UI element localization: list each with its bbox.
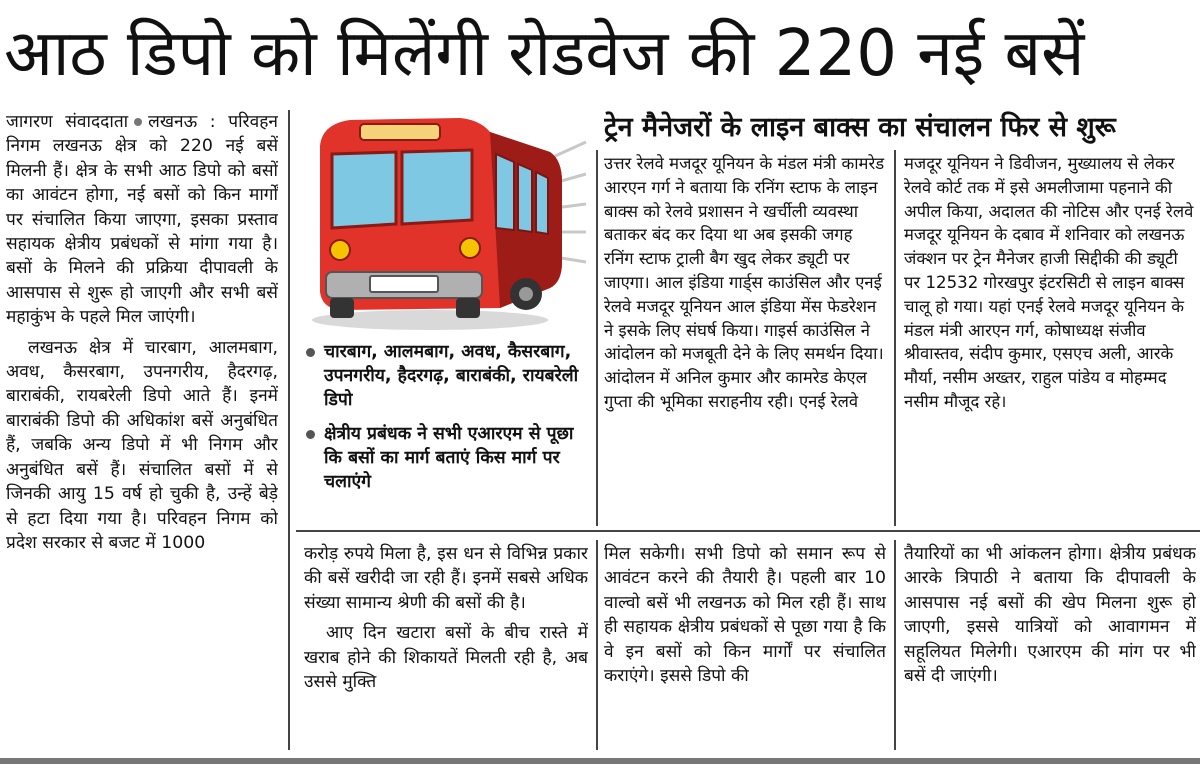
bullet-dot-icon <box>134 118 142 126</box>
highlight-bullets <box>304 340 594 520</box>
left-paragraph-2: लखनऊ क्षेत्र में चारबाग, आलमबाग, अवध, कैसरबाग, उपनगरीय, हैदरगढ़, बाराबंकी, रायबरेली डिपो आते हैं। इनमें बाराबंकी डिपो की अधिकांश बसें अनुबंधित हैं, जबकि अन्य डिपो में भी निगम और अनुबंधित बसें हैं। संचालित बसों में से जिनकी आयु 15 वर्ष हो चुकी है, उन्हें बेड़े से हटा दिया गया है। परिवहन निगम को प्रदेश सरकार से बजट में 1000 <box>6 337 278 553</box>
highlight-item: क्षेत्रीय प्रबंधक ने सभी एआरएम से पूछा कि बसों का मार्ग बताएं किस मार्ग पर चलाएंगे <box>304 422 594 494</box>
column-divider <box>894 150 896 526</box>
second-story-column-1: उत्तर रेलवे मजदूर यूनियन के मंडल मंत्री कामरेड आरएन गर्ग ने बताया कि रनिंग स्टाफ के लाइन बाक्स को रेलवे प्रशासन ने खर्चीली व्यवस्था बताकर बंद कर दिया था अब इसकी जगह रनिंग स्टाफ ट्राली बैग खुद लेकर ड्यूटी पर जाएगा। आल इंडिया गार्ड्स काउंसिल और एनई रेलवे मजदूर यूनियन आल इंडिया मेंस फेडरेशन ने इसके लिए संघर्ष किया। गाइर्स काउंसिल ने आंदोलन को मजबूती देने के लिए समर्थन दिया। आंदोलन में अनिल कुमार और कामरेड केएल गुप्ता की भूमिका सराहनीय रही। एनई रेलवे <box>604 154 885 411</box>
bottom-paragraph: आए दिन खटारा बसों के बीच रास्ते में खराब होने की शिकायतें मिलती रही है, अब उससे मुक्ति <box>304 623 588 693</box>
bottom-column-1 <box>304 542 588 750</box>
byline <box>6 110 278 330</box>
bottom-column-2: मिल सकेगी। सभी डिपो को समान रूप से आवंटन करने की तैयारी है। पहली बार 10 वाल्वो बसें भी लखनऊ को मिल रही हैं। साथ ही सहायक क्षेत्रीय प्रबंधकों से पूछा गया है कि वे इन बसों को किन मार्गों पर संचालित कराएंगे। इससे डिपो की <box>604 544 886 687</box>
byline-reporter: जागरण संवाददाता <box>6 112 129 132</box>
column-divider <box>288 110 290 750</box>
column-divider <box>894 540 896 750</box>
left-column <box>6 110 278 746</box>
column-divider <box>596 150 598 526</box>
highlight-item: चारबाग, आलमबाग, अवध, कैसरबाग, उपनगरीय, हैदरगढ़, बाराबंकी, रायबरेली डिपो <box>304 340 594 412</box>
byline-place: लखनऊ : <box>148 112 216 132</box>
bottom-paragraph: करोड़ रुपये मिला है, इस धन से विभिन्न प्रकार की बसें खरीदी जा रही हैं। इनमें सबसे अधिक संख्या सामान्य श्रेणी की बसों की है। <box>304 544 588 613</box>
second-story-column-2: मजदूर यूनियन ने डिवीजन, मुख्यालय से लेकर रेलवे कोर्ट तक में इसे अमलीजामा पहनाने की अपील किया, अदालत की नोटिस और एनई रेलवे मजदूर यूनियन के दबाव में शनिवार को लखनऊ जंक्शन पर ट्रेन मैनेजर हाजी सिद्दीकी की ड्यूटी पर 12532 गोरखपुर इंटरसिटी से लाइन बाक्स चालू हो गया। यहां एनई रेलवे मजदूर यूनियन के मंडल मंत्री आरएन गर्ग, कोषाध्यक्ष संजीव श्रीवास्तव, संदीप कुमार, एसएच अली, आरके मौर्या, नसीम अख्तर, राहुल पांडेय व मोहम्मद नसीम मौजूद रहे। <box>904 154 1194 411</box>
red-bus-icon <box>300 112 590 334</box>
bottom-column-3: तैयारियों का भी आंकलन होगा। क्षेत्रीय प्रबंधक आरके त्रिपाठी ने बताया कि दीपावली के आसपास नई बसों की खेप मिलना शुरू हो जाएगी, इससे यात्रियों को आवागमन में सहूलियत मिलेगी। एआरएम की मांग पर भी बसें दी जाएंगी। <box>904 544 1196 687</box>
main-headline: आठ डिपो को मिलेंगी रोडवेज की 220 नई बसें <box>4 17 1085 91</box>
section-divider <box>296 530 1200 532</box>
left-paragraph-1: परिवहन निगम लखनऊ क्षेत्र को 220 नई बसें मिलनी हैं। क्षेत्र के सभी आठ डिपो को बसों का आवंटन होगा, नई बसों को किन मार्गों पर संचालित किया जाएगा, इसका प्रस्ताव सहायक क्षेत्रीय प्रबंधकों से मांगा गया है। बसों के मिलने की प्रक्रिया दीपावली के आसपास से शुरू हो जाएगी और सभी बसें महाकुंभ के पहले मिल जाएंगी। <box>6 112 278 328</box>
column-divider <box>596 540 598 750</box>
bottom-rule <box>0 758 1200 764</box>
second-story-headline: ट्रेन मैनेजरों के लाइन बाक्स का संचालन फिर से शुरू <box>604 112 1116 143</box>
